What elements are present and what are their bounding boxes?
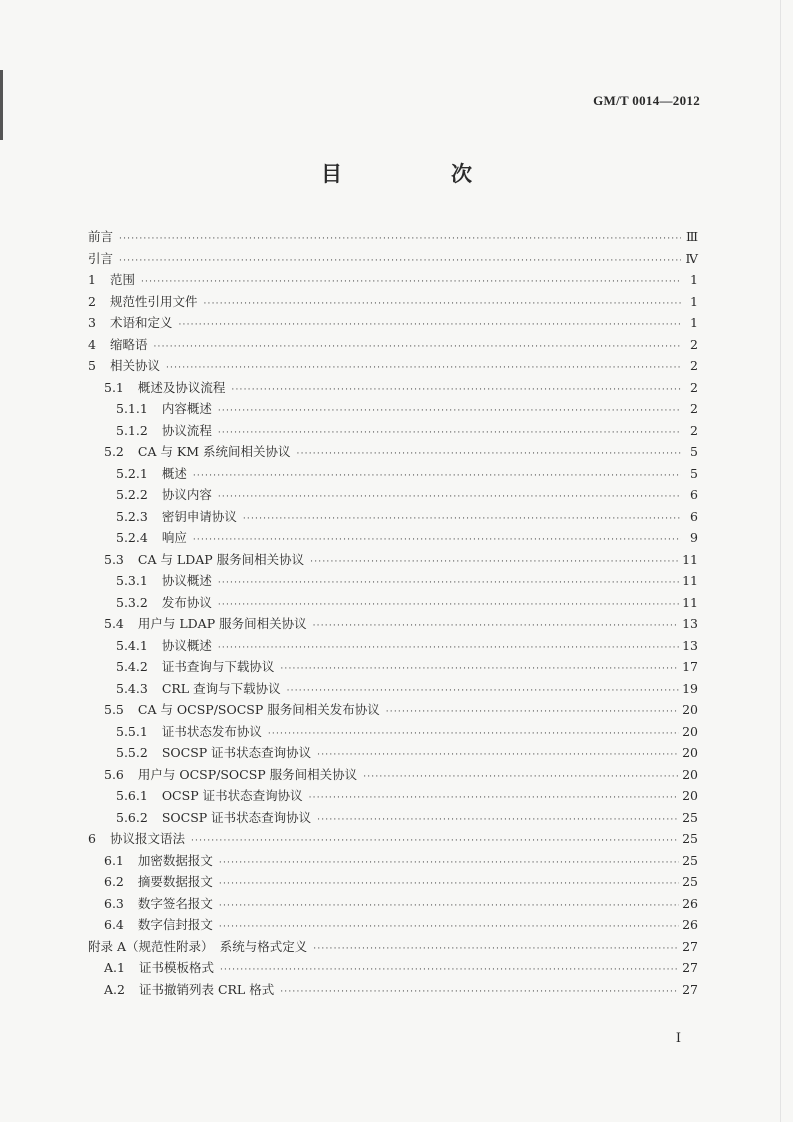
- toc-entry[interactable]: [88, 936, 698, 958]
- dot-leader: [310, 552, 679, 574]
- table-of-contents: [88, 226, 698, 1000]
- toc-entry-page: 26: [682, 895, 698, 911]
- toc-entry-page: 20: [682, 766, 698, 782]
- toc-entry-title: 用户与 LDAP 服务间相关协议: [137, 616, 307, 631]
- toc-entry-title: 前言: [88, 229, 114, 244]
- toc-entry-title: 数字信封报文: [137, 917, 213, 932]
- toc-entry-number: A.2: [104, 981, 125, 997]
- toc-entry-number: 6.1: [104, 852, 124, 868]
- toc-entry[interactable]: [88, 850, 698, 872]
- toc-entry-number: 5.2.3: [116, 508, 148, 524]
- toc-entry-page: 2: [690, 358, 698, 373]
- dot-leader: [297, 444, 681, 466]
- toc-entry-title: 缩略语: [109, 336, 148, 352]
- toc-entry[interactable]: [88, 248, 698, 270]
- dot-leader: [119, 251, 681, 273]
- toc-entry-title: 协议概述: [161, 573, 212, 588]
- toc-entry-number: 5.1: [104, 379, 124, 395]
- toc-entry-page: 17: [682, 659, 698, 674]
- toc-entry-number: 3: [88, 315, 96, 330]
- toc-entry-number: 5.5.1: [116, 723, 148, 739]
- dot-leader: [218, 638, 679, 660]
- toc-entry-title: 密钥申请协议: [161, 508, 237, 524]
- toc-entry-title: 发布协议: [161, 594, 212, 610]
- toc-entry-number: A.1: [104, 960, 125, 975]
- toc-entry-page: Ⅳ: [685, 250, 698, 266]
- toc-entry[interactable]: [88, 635, 698, 657]
- page-number: Ⅰ: [675, 1031, 681, 1046]
- toc-entry-title: 术语和定义: [109, 315, 173, 330]
- toc-entry-page: 11: [682, 594, 698, 610]
- toc-entry-number: 5.3.2: [116, 594, 148, 610]
- toc-entry-title: SOCSP 证书状态查询协议: [161, 809, 312, 825]
- toc-entry-page: 25: [682, 809, 698, 825]
- dot-leader: [309, 788, 680, 810]
- toc-entry-number: 5.3: [104, 551, 124, 567]
- toc-entry-title: OCSP 证书状态查询协议: [161, 788, 303, 803]
- toc-entry-number: 5.3.1: [116, 573, 148, 588]
- dot-leader: [280, 982, 679, 1004]
- toc-entry[interactable]: [88, 613, 698, 635]
- toc-entry-page: 25: [682, 874, 698, 889]
- toc-entry[interactable]: [88, 871, 698, 893]
- toc-entry-number: 6.4: [104, 917, 124, 932]
- page-title: 目 次: [321, 161, 516, 186]
- toc-entry-page: 5: [690, 465, 698, 481]
- toc-entry-page: 2: [690, 336, 698, 352]
- dot-leader: [193, 466, 681, 488]
- toc-entry[interactable]: [88, 549, 698, 571]
- toc-entry-number: 5: [88, 358, 96, 373]
- toc-entry-title: 协议概述: [161, 637, 212, 653]
- toc-entry-title: CA 与 OCSP/SOCSP 服务间相关发布协议: [137, 702, 380, 717]
- dot-leader: [243, 509, 681, 531]
- toc-entry-number: 5.2.2: [116, 487, 148, 502]
- dot-leader: [203, 294, 681, 316]
- toc-entry-title: 证书模板格式: [138, 960, 214, 975]
- dot-leader: [219, 853, 679, 875]
- dot-leader: [317, 810, 679, 832]
- toc-entry-number: 2: [88, 293, 96, 309]
- toc-entry-title: SOCSP 证书状态查询协议: [161, 745, 312, 760]
- toc-entry[interactable]: [88, 914, 698, 936]
- toc-entry-number: 5.2.1: [116, 465, 148, 481]
- dot-leader: [313, 616, 679, 638]
- toc-entry-number: 1: [88, 272, 96, 287]
- dot-leader: [268, 724, 679, 746]
- toc-entry[interactable]: [88, 506, 698, 528]
- toc-entry[interactable]: [88, 678, 698, 700]
- toc-entry[interactable]: [88, 807, 698, 829]
- dot-leader: [317, 745, 679, 767]
- toc-entry-number: 5.2: [104, 444, 124, 459]
- toc-entry-title: 概述及协议流程: [137, 379, 226, 395]
- toc-entry-page: 2: [690, 422, 698, 438]
- toc-entry[interactable]: [88, 656, 698, 678]
- toc-entry-title: 协议报文语法: [109, 831, 185, 846]
- toc-entry[interactable]: [88, 377, 698, 399]
- standard-code: GM/T 0014—2012: [593, 93, 700, 108]
- toc-entry-title: 证书查询与下载协议: [161, 659, 275, 674]
- toc-entry-page: 19: [682, 680, 698, 696]
- dot-leader: [218, 573, 679, 595]
- toc-entry[interactable]: [88, 957, 698, 979]
- toc-entry-page: 2: [690, 401, 698, 416]
- toc-entry-number: 6.3: [104, 895, 124, 911]
- toc-entry-page: 20: [682, 745, 698, 760]
- dot-leader: [191, 831, 679, 853]
- toc-entry-number: 5.1.2: [116, 422, 148, 438]
- toc-entry[interactable]: [88, 742, 698, 764]
- toc-entry-page: 13: [682, 616, 698, 631]
- toc-entry[interactable]: [88, 699, 698, 721]
- toc-entry[interactable]: [88, 979, 698, 1001]
- toc-entry-title: 证书撤销列表 CRL 格式: [138, 981, 275, 997]
- toc-entry-number: 5.4.2: [116, 659, 148, 674]
- toc-entry-page: 6: [690, 487, 698, 502]
- toc-entry[interactable]: [88, 334, 698, 356]
- toc-entry-number: 5.4.1: [116, 637, 148, 653]
- toc-entry-number: 4: [88, 336, 96, 352]
- dot-leader: [119, 229, 681, 251]
- toc-entry-number: 5.1.1: [116, 401, 148, 416]
- toc-entry-page: 11: [682, 551, 698, 567]
- toc-entry-page: 1: [690, 315, 698, 330]
- toc-entry[interactable]: [88, 291, 698, 313]
- toc-entry-page: 13: [682, 637, 698, 653]
- toc-entry[interactable]: [88, 398, 698, 420]
- toc-entry[interactable]: [88, 463, 698, 485]
- toc-entry-page: 6: [690, 508, 698, 524]
- dot-leader: [219, 896, 679, 918]
- toc-entry-page: 25: [682, 831, 698, 846]
- dot-leader: [178, 315, 681, 337]
- toc-entry-page: 26: [682, 917, 698, 932]
- toc-entry-number: 5.6.2: [116, 809, 148, 825]
- toc-entry[interactable]: [88, 592, 698, 614]
- toc-entry[interactable]: [88, 527, 698, 549]
- dot-leader: [313, 939, 679, 961]
- toc-entry-title: 范围: [109, 272, 135, 287]
- toc-entry-page: 5: [690, 444, 698, 459]
- toc-entry[interactable]: [88, 721, 698, 743]
- toc-entry-number: 5.6.1: [116, 788, 148, 803]
- toc-entry[interactable]: [88, 441, 698, 463]
- toc-entry-title: 内容概述: [161, 401, 212, 416]
- dot-leader: [218, 401, 681, 423]
- toc-entry-number: 6.2: [104, 874, 124, 889]
- dot-leader: [280, 659, 679, 681]
- toc-entry-page: 11: [682, 573, 698, 588]
- toc-entry-page: 1: [690, 293, 698, 309]
- toc-entry[interactable]: [88, 570, 698, 592]
- toc-entry[interactable]: [88, 785, 698, 807]
- toc-entry-title: 引言: [88, 250, 114, 266]
- toc-entry-page: 2: [690, 379, 698, 395]
- toc-entry-number: 5.5: [104, 702, 124, 717]
- toc-entry[interactable]: [88, 269, 698, 291]
- dot-leader: [231, 380, 681, 402]
- toc-entry-page: 27: [682, 938, 698, 954]
- toc-entry-title: 协议内容: [161, 487, 212, 502]
- toc-entry-page: Ⅲ: [685, 229, 698, 244]
- toc-entry-page: 20: [682, 702, 698, 717]
- toc-entry[interactable]: [88, 828, 698, 850]
- toc-entry-number: 5.2.4: [116, 530, 148, 545]
- toc-entry[interactable]: [88, 484, 698, 506]
- toc-entry-page: 20: [682, 788, 698, 803]
- toc-entry-number: 6: [88, 831, 96, 846]
- toc-entry-title: CA 与 LDAP 服务间相关协议: [137, 551, 305, 567]
- toc-entry[interactable]: [88, 226, 698, 248]
- toc-entry[interactable]: [88, 355, 698, 377]
- toc-entry-title: CA 与 KM 系统间相关协议: [137, 444, 291, 459]
- toc-entry[interactable]: [88, 312, 698, 334]
- toc-entry-title: 摘要数据报文: [137, 874, 213, 889]
- toc-entry-page: 27: [682, 960, 698, 975]
- toc-entry-page: 27: [682, 981, 698, 997]
- toc-entry-title: 用户与 OCSP/SOCSP 服务间相关协议: [137, 766, 358, 782]
- toc-entry-page: 20: [682, 723, 698, 739]
- dot-leader: [386, 702, 679, 724]
- scan-edge-mark: [0, 70, 3, 140]
- dot-leader: [166, 358, 681, 380]
- toc-entry-title: 相关协议: [109, 358, 160, 373]
- dot-leader: [219, 874, 679, 896]
- toc-entry-title: 规范性引用文件: [109, 293, 198, 309]
- toc-entry-page: 1: [690, 272, 698, 287]
- dot-leader: [141, 272, 681, 294]
- toc-entry-title: 响应: [161, 530, 187, 545]
- toc-entry-number: 5.6: [104, 766, 124, 782]
- toc-entry-title: 协议流程: [161, 422, 212, 438]
- toc-entry[interactable]: [88, 893, 698, 915]
- toc-entry-title: 附录 A（规范性附录） 系统与格式定义: [88, 938, 308, 954]
- toc-entry-number: 5.4.3: [116, 680, 148, 696]
- toc-entry-title: 加密数据报文: [137, 852, 213, 868]
- dot-leader: [220, 960, 679, 982]
- dot-leader: [218, 487, 681, 509]
- toc-entry-title: 概述: [161, 465, 187, 481]
- toc-entry-title: CRL 查询与下载协议: [161, 680, 281, 696]
- toc-entry[interactable]: [88, 764, 698, 786]
- toc-entry[interactable]: [88, 420, 698, 442]
- toc-entry-title: 证书状态发布协议: [161, 723, 262, 739]
- toc-entry-title: 数字签名报文: [137, 895, 213, 911]
- toc-entry-number: 5.5.2: [116, 745, 148, 760]
- toc-entry-page: 9: [690, 530, 698, 545]
- toc-entry-page: 25: [682, 852, 698, 868]
- dot-leader: [153, 337, 681, 359]
- toc-entry-number: 5.4: [104, 616, 124, 631]
- dot-leader: [363, 767, 679, 789]
